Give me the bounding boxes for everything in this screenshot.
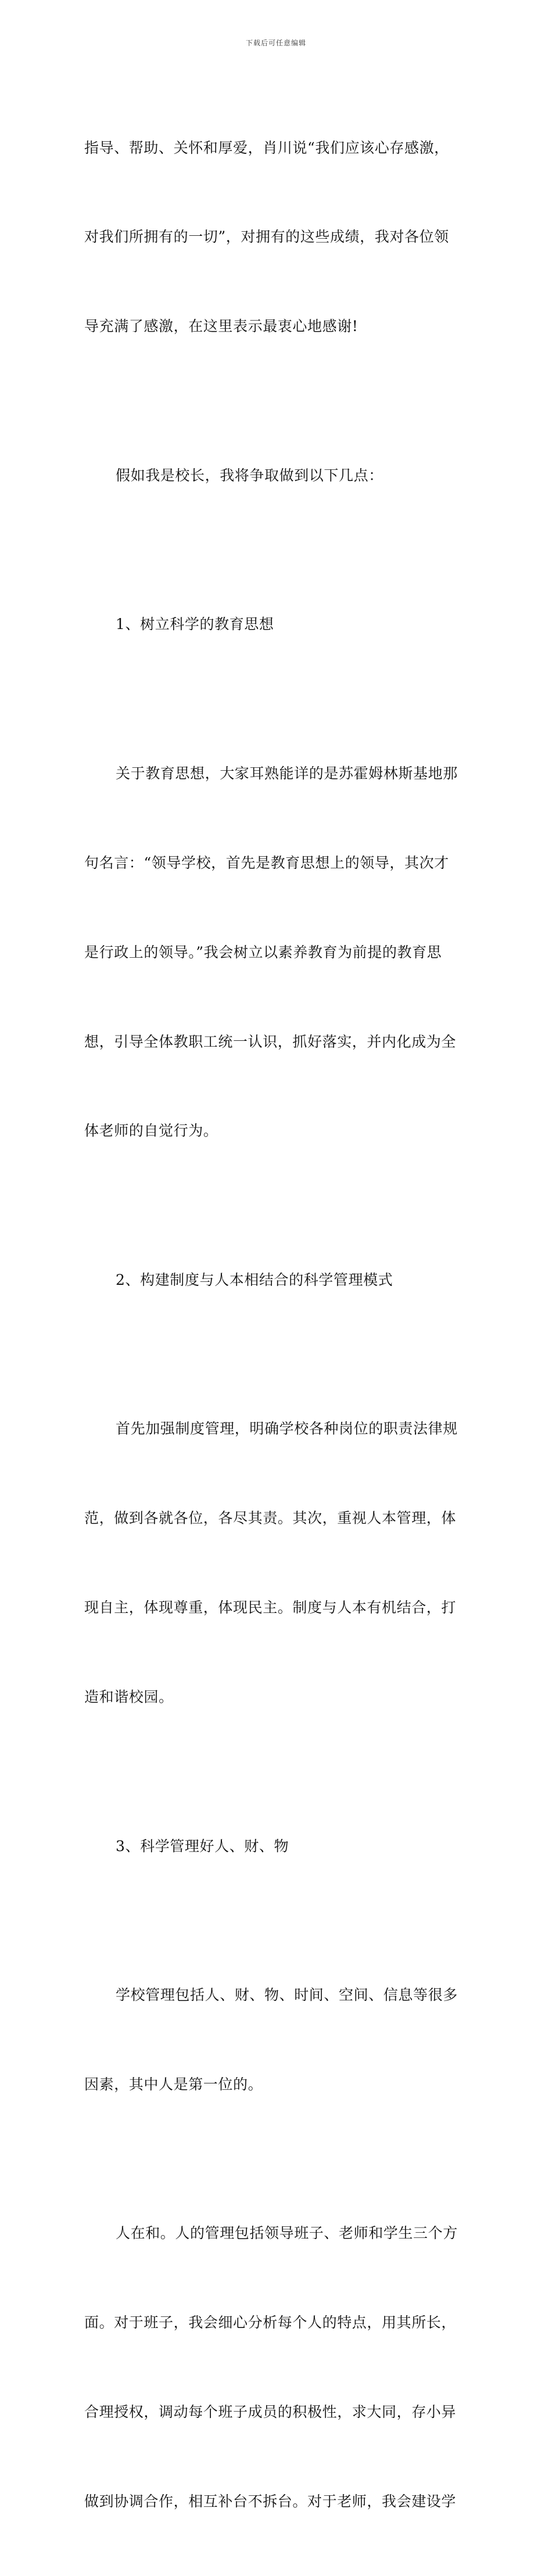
header-note: 下载后可任意编辑 [245, 39, 306, 47]
paragraph-management-factors [84, 1920, 469, 2158]
text-line: 做到协调合作，相互补台不拆台。对于老师，我会建设学 [84, 2493, 457, 2510]
paragraph-people-management [84, 2159, 469, 2576]
text-line: 对我们所拥有的一切”，对拥有的这些成绩，我对各位领 [84, 228, 449, 246]
text-line: 首先加强制度管理，明确学校各种岗位的职责法律规 [116, 1420, 458, 1438]
text-line: 现自主，体现尊重，体现民主。制度与人本有机结合，打 [84, 1599, 457, 1616]
text-line: 3、科学管理好人、财、物 [116, 1837, 289, 1855]
text-line: 假如我是校长，我将争取做到以下几点： [116, 466, 383, 484]
text-line: 面。对于班子，我会细心分析每个人的特点，用其所长， [84, 2314, 457, 2331]
text-line: 造和谐校园。 [84, 1688, 174, 1706]
text-line: 学校管理包括人、财、物、时间、空间、信息等很多 [116, 1986, 458, 2003]
paragraph-gratitude [84, 73, 469, 401]
text-line: 句名言：“领导学校，首先是教育思想上的领导，其次才 [84, 854, 449, 871]
section-heading-3 [84, 1772, 469, 1920]
section-heading-2 [84, 1205, 469, 1354]
text-line: 想，引导全体教职工统一认识，抓好落实，并内化成为全 [84, 1033, 457, 1050]
text-line: 因素，其中人是第一位的。 [84, 2075, 263, 2093]
section-heading-1 [84, 550, 469, 699]
document-body [84, 73, 469, 2576]
text-line: 指导、帮助、关怀和厚爱，肖川说“我们应该心存感激， [84, 139, 449, 156]
text-line: 导充满了感激，在这里表示最衷心地感谢! [84, 318, 359, 335]
paragraph-education-thought [84, 699, 469, 1205]
text-line: 是行政上的领导。”我会树立以素养教育为前提的教育思 [84, 943, 442, 961]
text-line: 2、构建制度与人本相结合的科学管理模式 [116, 1271, 393, 1288]
paragraph-intro [84, 401, 469, 549]
text-line: 合理授权，调动每个班子成员的积极性，求大同，存小异 [84, 2403, 457, 2421]
text-line: 体老师的自觉行为。 [84, 1122, 218, 1140]
text-line: 范，做到各就各位，各尽其责。其次，重视人本管理，体 [84, 1510, 457, 1527]
text-line: 1、树立科学的教育思想 [116, 616, 274, 633]
paragraph-management-model [84, 1355, 469, 1772]
text-line: 人在和。人的管理包括领导班子、老师和学生三个方 [116, 2225, 458, 2242]
text-line: 关于教育思想，大家耳熟能详的是苏霍姆林斯基地那 [116, 764, 458, 782]
